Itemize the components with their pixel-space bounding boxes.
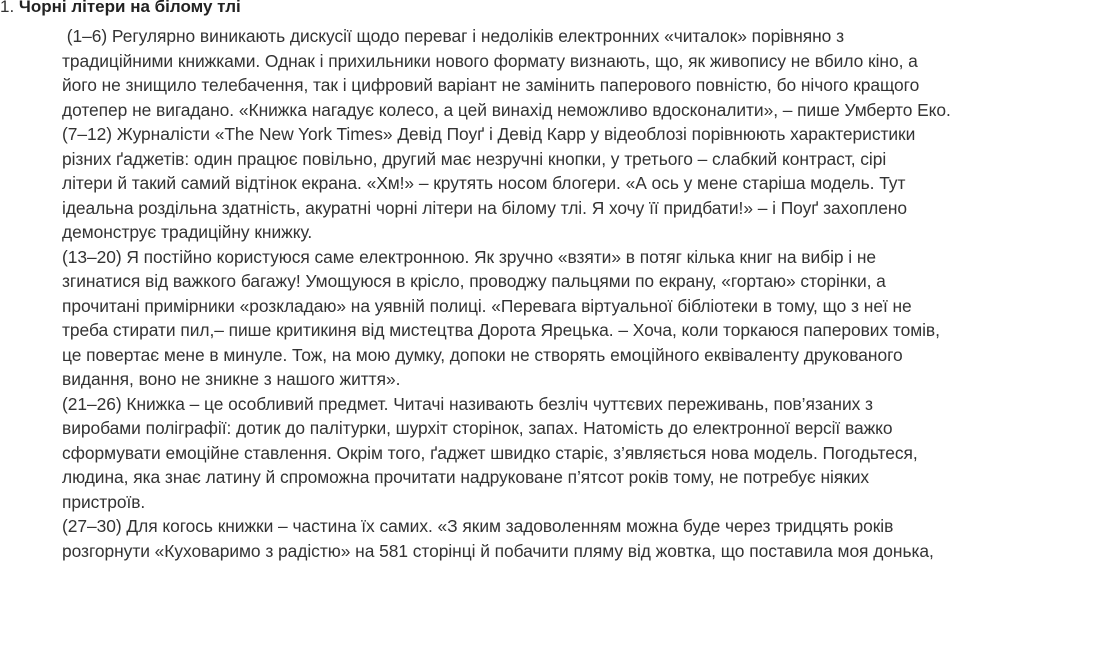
text-line: прочитані примірники «розкладаю» на уявній полиці. «Перевага віртуальної бібліотеки в тому, що з неї не [62, 295, 912, 316]
text-line: пристроїв. [62, 491, 146, 512]
text-line: (27–30) Для когось книжки – частина їх самих. «З яким задоволенням можна буде через тридцять років [62, 516, 894, 536]
text-line: треба стирати пил,– пише критикиня від мистецтва Дорота Ярецька. – Хоча, коли торкаюся паперових томів, [62, 320, 940, 340]
text-line: демонструє традиційну книжку. [62, 222, 313, 242]
text-line: це повертає мене в минуле. Тож, на мою думку, допоки не створять емоційного еквіваленту друкованого [62, 344, 903, 365]
text-line: літери й такий самий відтінок екрана. «Хм!» – крутять носом блогери. «А ось у мене старіша модель. Тут [62, 173, 906, 193]
text-line: (13–20) Я постійно користуюся саме електронною. Як зручно «взяти» в потяг кілька книг на вибір і не [62, 246, 877, 267]
text-line: (1–6) Регулярно виникають дискусії щодо переваг і недоліків електронних «читалок» порівняно з [62, 26, 845, 46]
text-line: розгорнути «Куховаримо з радістю» на 581 сторінці й побачити пляму від жовтка, що поставила моя донька, [62, 540, 934, 561]
text-line: дотепер не вигадано. «Книжка нагадує колесо, а цей винахід неможливо вдосконалити», – пише Умберто Еко. [62, 99, 951, 120]
text-line: видання, воно не зникне з нашого життя». [62, 369, 401, 389]
article-heading [0, 0, 241, 19]
text-line: (21–26) Книжка – це особливий предмет. Читачі називають безліч чуттєвих переживань, пов’язаних з [62, 393, 873, 414]
article-title: Чорні літери на білому тлі [18, 0, 241, 16]
text-line: виробами поліграфії: дотик до палітурки, шурхіт сторінок, запах. Натомість до електронної версії важко [62, 418, 893, 438]
text-line: різних ґаджетів: один працює повільно, другий має незручні кнопки, у третього – слабкий контраст, сірі [62, 148, 887, 169]
text-line: людина, яка знає латину й спроможна прочитати надруковане п’ятсот років тому, не потребує ніяких [62, 467, 870, 487]
text-line: сформувати емоційне ставлення. Окрім того, ґаджет швидко старіє, з’являється нова модель. Погодьтеся, [62, 442, 918, 463]
text-line: (7–12) Журналісти «The New York Times» Девід Поуґ і Девід Карр у відеоблозі порівнюють характеристики [62, 124, 916, 144]
text-line: традиційними книжками. Однак і прихильники нового формату визнають, що, як живопису не вбило кіно, а [62, 50, 918, 71]
list-number: 1. [0, 0, 19, 16]
text-line: його не знищило телебачення, так і цифровий варіант не замінить паперового повністю, бо нічого кращого [62, 75, 920, 95]
text-line: ідеальна роздільна здатність, акуратні чорні літери на білому тлі. Я хочу її придбати!» – і Поуґ захоплено [62, 197, 907, 218]
text-line: згинатися від важкого багажу! Умощуюся в крісло, проводжу пальцями по екрану, «гортаю» сторінки, а [62, 271, 886, 291]
